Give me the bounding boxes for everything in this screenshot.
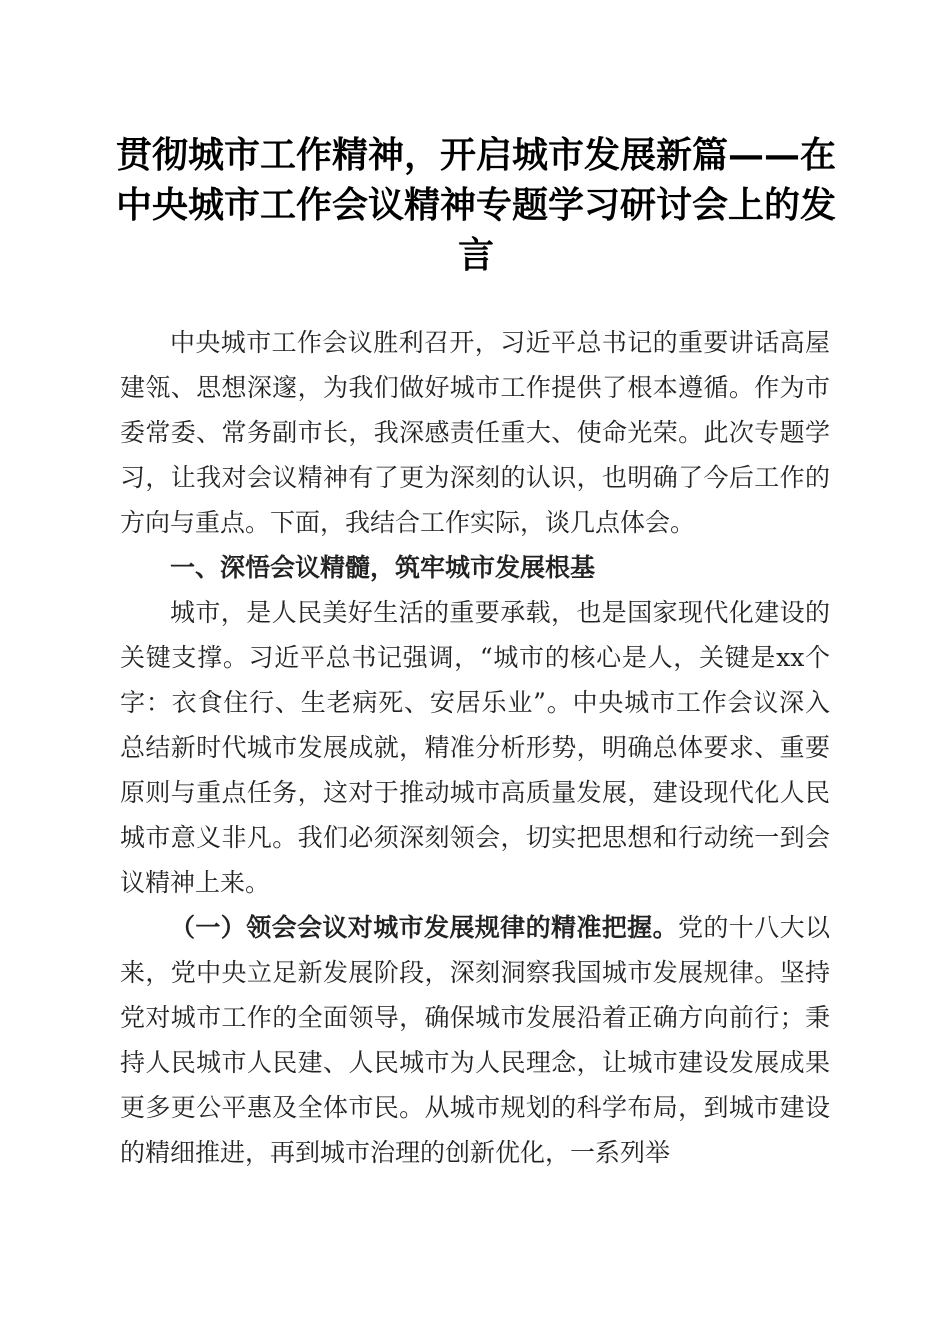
section-1-paragraph: 城市，是人民美好生活的重要承载，也是国家现代化建设的关键支撑。习近平总书记强调，“城市的核心是人，关键是xx个字：衣食住行、生老病死、安居乐业”。中央城市工作会议深入总结新时代城市发展成就，精准分析形势，明确总体要求、重要原则与重点任务，这对于推动城市高质量发展，建设现代化人民城市意义非凡。我们必须深刻领会，切实把思想和行动统一到会议精神上来。 — [120, 598, 830, 897]
document-body — [120, 320, 830, 1175]
subsection-1-paragraph — [120, 905, 830, 1175]
intro-paragraph: 中央城市工作会议胜利召开，习近平总书记的重要讲话高屋建瓴、思想深邃，为我们做好城市工作提供了根本遵循。作为市委常委、常务副市长，我深感责任重大、使命光荣。此次专题学习，让我对会议精神有了更为深刻的认识，也明确了今后工作的方向与重点。下面，我结合工作实际，谈几点体会。 — [120, 328, 830, 537]
document-title: 贯彻城市工作精神，开启城市发展新篇——在中央城市工作会议精神专题学习研讨会上的发言 — [115, 134, 836, 276]
subsection-heading-1: （一）领会会议对城市发展规律的精准把握。 — [170, 913, 678, 942]
subsection-1-text: 党的十八大以来，党中央立足新发展阶段，深刻洞察我国城市发展规律。坚持党对城市工作的全面领导，确保城市发展沿着正确方向前行；秉持人民城市人民建、人民城市为人民理念，让城市建设发展成果更多更公平惠及全体市民。从城市规划的科学布局，到城市建设的精细推进，再到城市治理的创新优化，一系列举 — [120, 913, 830, 1167]
section-heading-1: 一、深悟会议精髓，筑牢城市发展根基 — [170, 553, 596, 582]
